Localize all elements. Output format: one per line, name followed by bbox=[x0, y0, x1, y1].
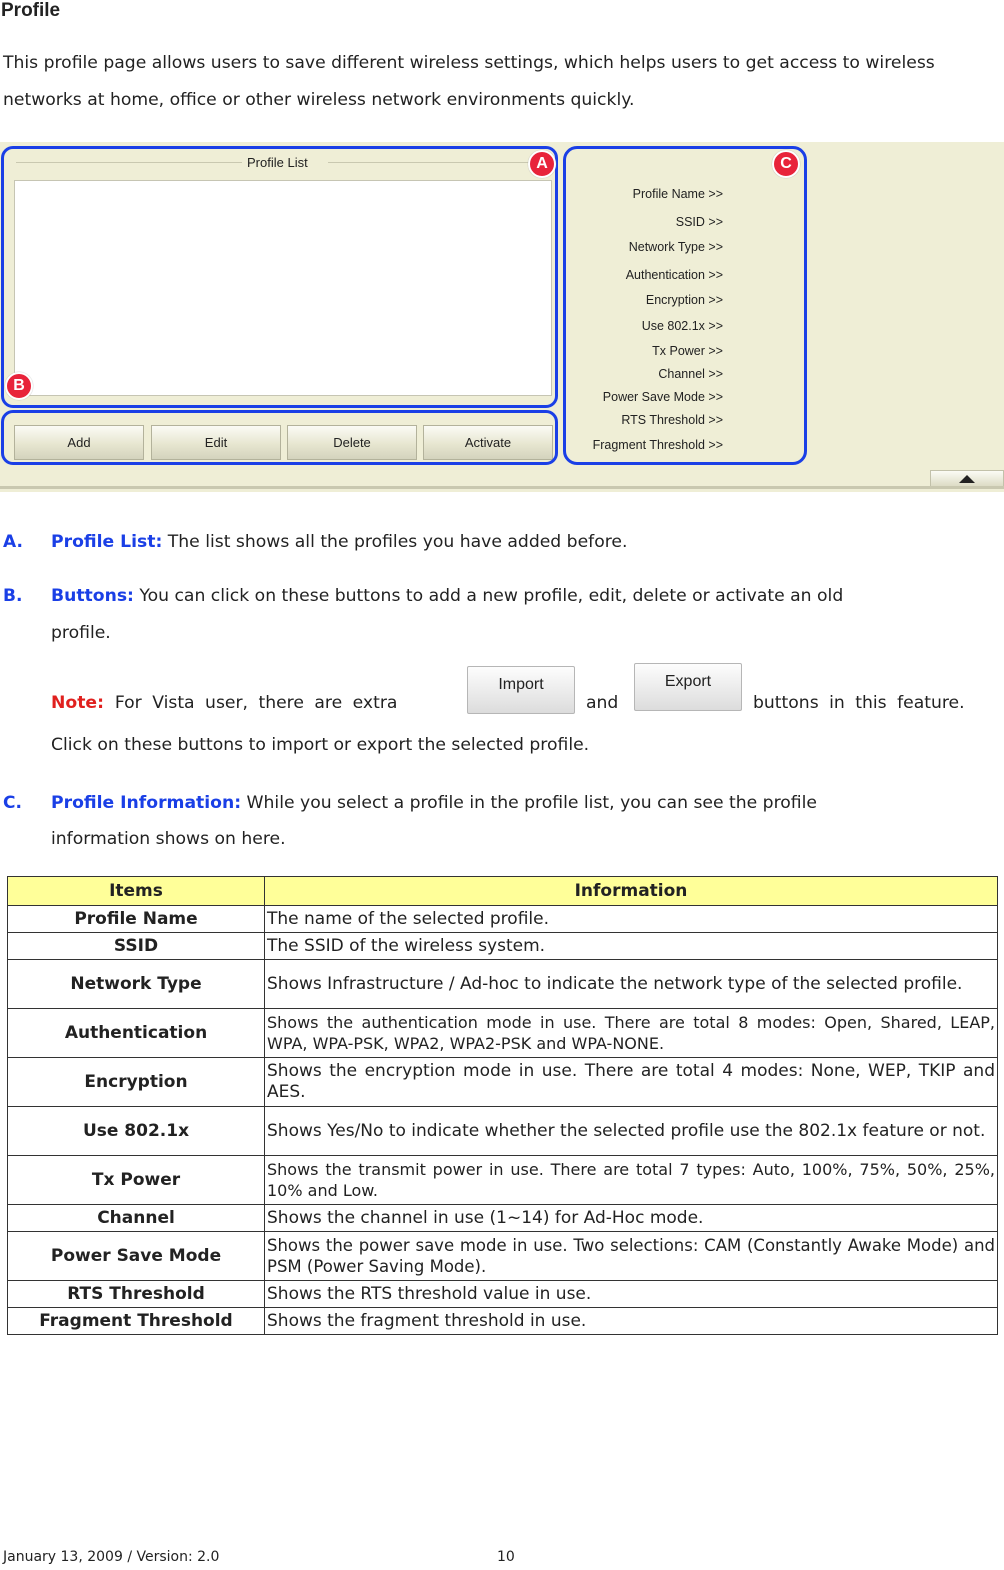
item-a-body: The list shows all the profiles you have added before. bbox=[162, 532, 628, 552]
row-item: Channel bbox=[8, 1205, 265, 1232]
note-text: For Vista user, there are extra bbox=[114, 693, 398, 713]
row-item: RTS Threshold bbox=[8, 1281, 265, 1308]
row-item: Use 802.1x bbox=[8, 1107, 265, 1156]
table-row bbox=[8, 906, 998, 933]
highlight-frame-b bbox=[1, 410, 558, 465]
badge-c: C bbox=[772, 150, 800, 178]
table-row bbox=[8, 933, 998, 960]
note-key: Note: bbox=[51, 693, 104, 713]
badge-b: B bbox=[5, 372, 33, 400]
info-label-power-save-mode: Power Save Mode >> bbox=[602, 390, 723, 404]
profile-screenshot bbox=[0, 142, 1004, 492]
row-info: Shows the transmit power in use. There are total 7 types: Auto, 100%, 75%, 50%, 25%, 10% and Low. bbox=[265, 1156, 998, 1205]
info-label-channel: Channel >> bbox=[658, 367, 723, 381]
info-label-network-type: Network Type >> bbox=[628, 240, 723, 254]
activate-button[interactable]: Activate bbox=[423, 425, 553, 460]
table-row bbox=[8, 1232, 998, 1281]
profile-list-caption: Profile List bbox=[247, 155, 308, 170]
note-and: and bbox=[586, 693, 619, 713]
item-b-marker: B. bbox=[3, 586, 23, 606]
info-label-tx-power: Tx Power >> bbox=[652, 344, 723, 358]
triangle-up-icon bbox=[957, 474, 977, 484]
info-label-rts-threshold: RTS Threshold >> bbox=[621, 413, 723, 427]
row-item: SSID bbox=[8, 933, 265, 960]
row-item: Tx Power bbox=[8, 1156, 265, 1205]
row-info: The SSID of the wireless system. bbox=[265, 933, 998, 960]
row-info: The name of the selected profile. bbox=[265, 906, 998, 933]
item-c-body: While you select a profile in the profile list, you can see the profile bbox=[241, 793, 817, 813]
item-a-marker: A. bbox=[3, 532, 23, 552]
import-button-image: Import bbox=[467, 666, 575, 714]
row-item: Network Type bbox=[8, 960, 265, 1009]
note-text-3: Click on these buttons to import or export the selected profile. bbox=[51, 735, 590, 755]
note-text-2: buttons in this feature. bbox=[753, 693, 965, 713]
page-title: Profile bbox=[1, 0, 61, 21]
add-button[interactable]: Add bbox=[14, 425, 144, 460]
item-b-key: Buttons: bbox=[51, 586, 134, 606]
footer-date-version: January 13, 2009 / Version: 2.0 bbox=[3, 1549, 220, 1565]
row-item: Profile Name bbox=[8, 906, 265, 933]
intro-paragraph: This profile page allows users to save different wireless settings, which helps users to get access to wireless networks at home, office or other wireless network environments quickly. bbox=[3, 53, 935, 110]
info-label-use-8021x: Use 802.1x >> bbox=[641, 319, 723, 333]
info-label-profile-name: Profile Name >> bbox=[632, 187, 723, 201]
row-item: Fragment Threshold bbox=[8, 1308, 265, 1335]
info-label-authentication: Authentication >> bbox=[625, 268, 723, 282]
item-a-key: Profile List: bbox=[51, 532, 163, 552]
collapse-button[interactable] bbox=[930, 470, 1004, 487]
info-label-ssid: SSID >> bbox=[675, 215, 723, 229]
item-b-body-line2: profile. bbox=[51, 623, 111, 643]
row-info: Shows the encryption mode in use. There are total 4 modes: None, WEP, TKIP and AES. bbox=[265, 1058, 998, 1107]
item-b-text bbox=[51, 586, 843, 606]
row-info: Shows Yes/No to indicate whether the selected profile use the 802.1x feature or not. bbox=[265, 1107, 998, 1156]
table-row bbox=[8, 1281, 998, 1308]
header-information: Information bbox=[265, 877, 998, 906]
info-label-encryption: Encryption >> bbox=[645, 293, 723, 307]
item-a-text bbox=[51, 532, 627, 552]
table-row bbox=[8, 1058, 998, 1107]
item-c-marker: C. bbox=[3, 793, 22, 813]
table-row bbox=[8, 1156, 998, 1205]
profile-info-table bbox=[7, 876, 998, 1335]
row-info: Shows Infrastructure / Ad-hoc to indicate the network type of the selected profile. bbox=[265, 960, 998, 1009]
row-info: Shows the RTS threshold value in use. bbox=[265, 1281, 998, 1308]
info-label-fragment-threshold: Fragment Threshold >> bbox=[592, 438, 723, 452]
row-info: Shows the power save mode in use. Two selections: CAM (Constantly Awake Mode) and PSM (Power Saving Mode). bbox=[265, 1232, 998, 1281]
badge-a: A bbox=[528, 150, 556, 178]
row-info: Shows the authentication mode in use. There are total 8 modes: Open, Shared, LEAP, WPA, WPA-PSK, WPA2, WPA2-PSK and WPA-NONE. bbox=[265, 1009, 998, 1058]
row-info: Shows the fragment threshold in use. bbox=[265, 1308, 998, 1335]
table-row bbox=[8, 960, 998, 1009]
item-c-key: Profile Information: bbox=[51, 793, 242, 813]
delete-button[interactable]: Delete bbox=[287, 425, 417, 460]
item-c-body-line2: information shows on here. bbox=[51, 829, 286, 849]
item-b-body: You can click on these buttons to add a new profile, edit, delete or activate an old bbox=[133, 586, 844, 606]
row-item: Authentication bbox=[8, 1009, 265, 1058]
row-item: Encryption bbox=[8, 1058, 265, 1107]
header-items: Items bbox=[8, 877, 265, 906]
table-header-row bbox=[8, 877, 998, 906]
item-c-text bbox=[51, 793, 817, 813]
page-number: 10 bbox=[497, 1549, 515, 1565]
figure-bottom-edge bbox=[0, 486, 1004, 489]
highlight-frame-a bbox=[1, 146, 558, 408]
table-row bbox=[8, 1205, 998, 1232]
row-info: Shows the channel in use (1~14) for Ad-Hoc mode. bbox=[265, 1205, 998, 1232]
table-row bbox=[8, 1308, 998, 1335]
edit-button[interactable]: Edit bbox=[151, 425, 281, 460]
export-button-image: Export bbox=[634, 663, 742, 711]
note-line bbox=[51, 693, 397, 713]
table-row bbox=[8, 1009, 998, 1058]
row-item: Power Save Mode bbox=[8, 1232, 265, 1281]
table-row bbox=[8, 1107, 998, 1156]
